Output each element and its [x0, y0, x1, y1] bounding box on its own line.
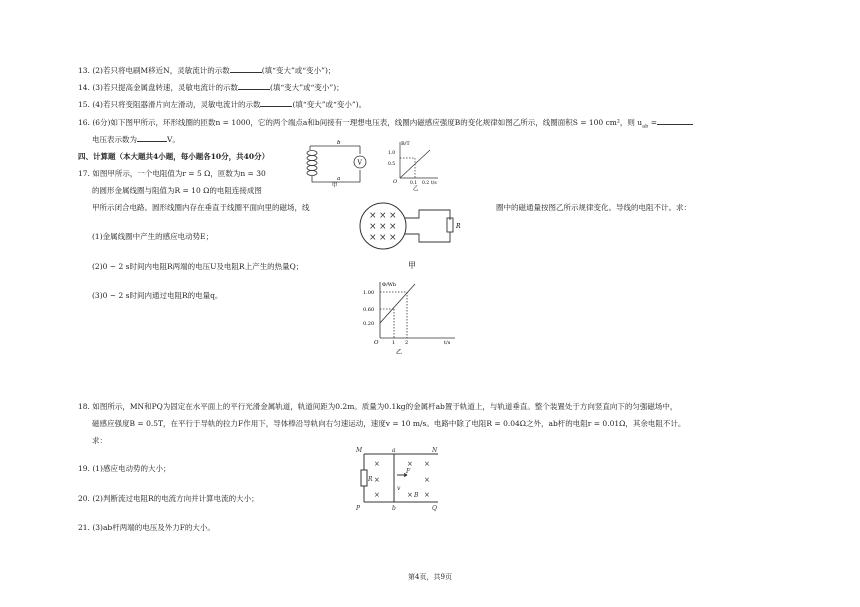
svg-text:×: ×: [369, 222, 377, 232]
question-17: [78, 169, 266, 179]
question-number: 14.: [78, 83, 90, 92]
question-text: (2)若只将电刷M移近N，灵敏流计的示数: [92, 66, 230, 75]
figure-label-jia: 甲: [332, 183, 338, 189]
answer-blank[interactable]: [657, 116, 693, 125]
resistor-icon: [361, 470, 367, 486]
sub-question-2: (2)0 ~ 2 s时间内电阻R两端的电压U及电阻R上产生的热量Q；: [92, 262, 304, 271]
terminal-b-label: b: [337, 140, 341, 146]
origin-label: O: [374, 340, 379, 346]
magnetic-field-crosses: [374, 460, 430, 499]
question-20: [78, 494, 259, 504]
question-text: (1)感应电动势的大小；: [92, 464, 171, 473]
answer-blank[interactable]: [230, 64, 262, 73]
answer-blank[interactable]: [137, 133, 167, 142]
question-number: 21.: [78, 523, 90, 532]
figure-17-graph: [360, 276, 460, 356]
question-text: (4)若只将变阻器滑片向左滑动，灵敏电流计的示数: [92, 100, 261, 109]
question-19: [78, 464, 170, 474]
question-text: (6分)如下图甲所示，环形线圈的匝数n = 1000，它的两个端点a和b间接有一理想电压表，线圈内磁感应强度B的变化规律如图乙所示，线圈面积S = 100 cm²，则 u: [92, 118, 643, 127]
question-text: 求：: [92, 436, 107, 445]
svg-text:×: ×: [389, 211, 397, 221]
page-footer: 第4页，共9页: [408, 573, 452, 581]
question-number: 19.: [78, 464, 90, 473]
figure-16: [300, 138, 440, 192]
svg-text:×: ×: [374, 460, 380, 468]
terminal-a-label: a: [337, 176, 341, 182]
question-text: (2)判断流过电阻R的电流方向并计算电流的大小；: [92, 494, 259, 503]
answer-blank[interactable]: [238, 81, 270, 90]
question-13: [78, 64, 335, 76]
wires: [405, 210, 453, 242]
svg-text:×: ×: [374, 491, 380, 499]
resistor-icon: [447, 218, 453, 232]
resistor-label: R: [456, 223, 461, 230]
svg-text:×: ×: [389, 233, 397, 243]
origin-label: O: [393, 179, 398, 185]
question-number: 18.: [78, 402, 90, 411]
svg-text:×: ×: [389, 222, 397, 232]
question-text: 如图甲所示，一个电阻值为r = 5 Ω，匝数为n = 30: [92, 169, 266, 178]
question-text: (填“变大”或“变小”)；: [269, 83, 344, 92]
question-number: 17.: [78, 169, 90, 178]
label-Q: Q: [432, 505, 437, 512]
question-number: 13.: [78, 66, 90, 75]
x-axis-label: t/s: [444, 340, 451, 346]
answer-blank[interactable]: [260, 98, 292, 107]
question-16: [78, 116, 693, 132]
svg-text:×: ×: [424, 491, 430, 499]
label-b: b: [392, 505, 396, 512]
question-21: [78, 523, 215, 533]
figure-label-yi: 乙: [413, 186, 419, 192]
figure-18: [354, 444, 444, 512]
question-number: 20.: [78, 494, 90, 503]
question-18: [78, 402, 677, 412]
question-text: (填“变大”或“变小”)。: [292, 100, 367, 109]
figure-label-yi: 乙: [396, 349, 403, 356]
figure-17-circuit: [355, 198, 475, 273]
question-text: 磁感应强度B = 0.5T，在平行于导轨的拉力F作用下，导体棒沿导轨向右匀速运动，速度v = 10 m/s。电路中除了电阻R = 0.04Ω之外，ab杆的电阻r = 0.01Ω，其余电阻不计。: [92, 419, 686, 428]
y-tick: 0.60: [363, 307, 375, 313]
question-16-line2: [92, 133, 180, 145]
question-text: (填“变大”或“变小”)；: [261, 66, 336, 75]
y-tick: 1.00: [363, 290, 375, 296]
b-t-graph: [400, 142, 438, 178]
question-number: 15.: [78, 100, 90, 109]
svg-text:×: ×: [379, 222, 387, 232]
svg-text:×: ×: [379, 211, 387, 221]
voltmeter-label: V: [357, 159, 362, 167]
question-text: 甲所示闭合电路。圆形线圈内存在垂直于线圈平面向里的磁场，线: [92, 203, 310, 212]
svg-text:×: ×: [424, 460, 430, 468]
question-text: (3)ab杆两端的电压及外力F的大小。: [92, 523, 215, 532]
subscript: ab: [642, 123, 649, 130]
x-tick: 1: [392, 340, 396, 346]
x-tick: 0.2: [422, 181, 430, 186]
x-tick: 2: [405, 340, 409, 346]
y-axis-label: Φ/Wb: [382, 282, 397, 288]
svg-text:×: ×: [407, 491, 413, 499]
label-a: a: [392, 447, 396, 454]
magnetic-field-crosses: [369, 211, 397, 243]
y-axis-label: B/T: [401, 141, 410, 147]
equals-sign: =: [648, 118, 657, 127]
label-F: F: [406, 468, 411, 475]
svg-text:×: ×: [407, 460, 413, 468]
svg-text:×: ×: [369, 211, 377, 221]
question-text: (3)若只提高金属盘转速，灵敏电流计的示数: [92, 83, 238, 92]
label-v: v: [397, 485, 401, 492]
phi-t-graph: [380, 282, 455, 338]
y-tick: 1.0: [388, 151, 396, 156]
sub-question-1: (1)金属线圈中产生的感应电动势E；: [92, 232, 214, 241]
question-text: V。: [167, 135, 180, 144]
svg-text:×: ×: [374, 476, 380, 484]
question-15: [78, 98, 366, 110]
svg-text:×: ×: [379, 233, 387, 243]
y-tick: 0.20: [363, 321, 375, 327]
question-text: 如图所示，MN和PQ为固定在水平面上的平行光滑金属轨道，轨道间距为0.2m。质量为0.1kg的金属杆ab置于轨道上，与轨道垂直。整个装置处于方向竖直向下的匀强磁场中，: [92, 402, 678, 411]
label-M: M: [356, 447, 363, 454]
question-text: 电压表示数为: [92, 135, 137, 144]
sub-question-3: (3)0 ~ 2 s时间内通过电阻R的电量q。: [92, 291, 223, 300]
question-number: 16.: [78, 118, 90, 127]
svg-text:×: ×: [369, 233, 377, 243]
question-text: 的圆形金属线圈与阻值为R = 10 Ω的电阻连接成图: [92, 186, 262, 195]
label-N: N: [432, 447, 438, 454]
figure-label-jia: 甲: [408, 261, 416, 270]
y-tick: 0.5: [388, 162, 396, 167]
section-heading: 四、计算题（本大题共4小题，每小题各10分，共40分）: [78, 152, 270, 161]
svg-text:×: ×: [424, 476, 430, 484]
question-text: 圈中的磁通量按图乙所示规律变化。导线的电阻不计。求：: [496, 203, 691, 212]
label-R: R: [368, 476, 373, 483]
label-B: B: [414, 492, 419, 499]
x-tick: 0.1: [410, 181, 418, 186]
label-P: P: [356, 505, 361, 512]
question-14: [78, 81, 344, 93]
x-axis-label: t/s: [431, 181, 437, 186]
